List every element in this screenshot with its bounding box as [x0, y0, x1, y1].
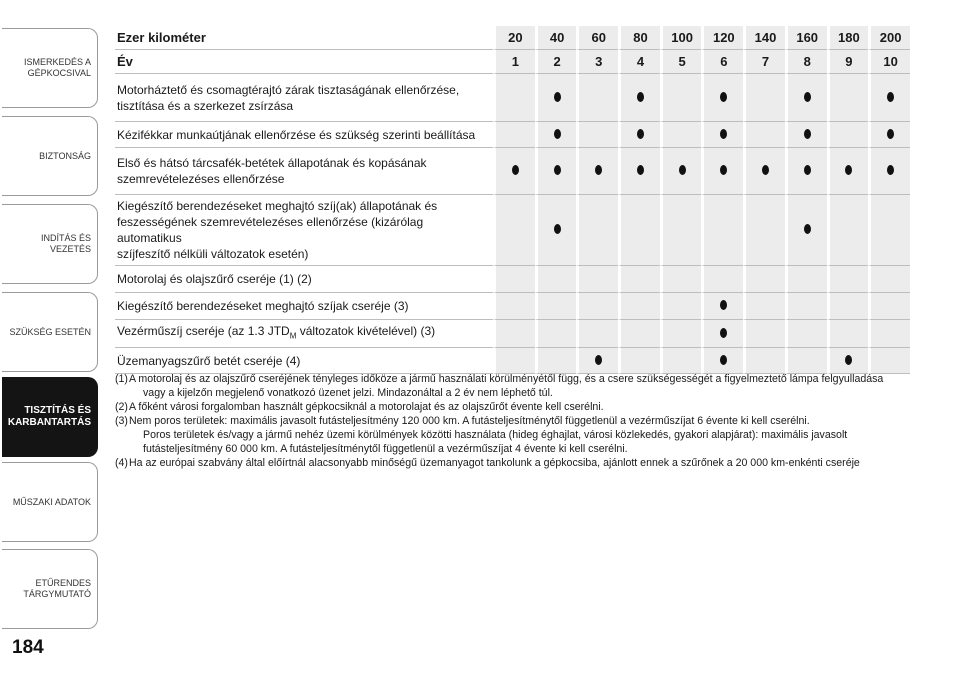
- footnote-line: futásteljesítmény 60 000 km. A futásteljesítménytől függetlenül a vezérműszíjat 4 évente ki kell cserélni.: [143, 443, 628, 455]
- table-row: [115, 148, 910, 195]
- year-value: 7: [743, 50, 785, 74]
- interval-cell: [576, 320, 618, 348]
- tab-biztonsag[interactable]: BIZTONSÁG: [2, 116, 98, 196]
- interval-cell: [576, 293, 618, 320]
- table-row: [115, 320, 910, 348]
- interval-cell: [535, 320, 577, 348]
- maintenance-rows: [115, 74, 910, 374]
- interval-cell: [743, 74, 785, 122]
- interval-cell: [535, 74, 577, 122]
- interval-cell: [785, 148, 827, 195]
- service-dot-icon: [845, 165, 852, 175]
- interval-cell: [660, 148, 702, 195]
- footnote-marker: (2): [115, 401, 128, 413]
- service-dot-icon: [845, 355, 852, 365]
- service-dot-icon: [637, 165, 644, 175]
- table-row: [115, 348, 910, 374]
- interval-cell: [535, 293, 577, 320]
- interval-cell: [493, 74, 535, 122]
- service-dot-icon: [887, 129, 894, 139]
- km-value: 140: [743, 26, 785, 50]
- footnotes: [115, 372, 915, 470]
- interval-cell: [827, 195, 869, 266]
- interval-cell: [701, 320, 743, 348]
- interval-cell: [701, 74, 743, 122]
- interval-cell: [827, 148, 869, 195]
- interval-cell: [660, 320, 702, 348]
- year-header-row: [115, 50, 910, 74]
- interval-cell: [868, 266, 910, 293]
- interval-cell: [576, 195, 618, 266]
- km-value: 60: [576, 26, 618, 50]
- service-dot-icon: [720, 165, 727, 175]
- interval-cell: [868, 74, 910, 122]
- task-description: Kézifékkar munkaútjának ellenőrzése és szükség szerinti beállítása: [115, 122, 493, 148]
- task-text: Vezérműszíj cseréje (az 1.3 JTD: [117, 324, 290, 338]
- km-value: 20: [493, 26, 535, 50]
- km-header-row: [115, 26, 910, 50]
- footnote-text: Ha az európai szabvány által előírtnál alacsonyabb minőségű üzemanyagot tankolunk a gépkocsiba, ajánlott ennek a szűrőnek a 20 000 km-enkénti cseréje: [129, 457, 860, 469]
- interval-cell: [701, 293, 743, 320]
- footnote-2: [115, 400, 915, 414]
- task-description: [115, 320, 493, 348]
- year-value: 1: [493, 50, 535, 74]
- service-dot-icon: [720, 300, 727, 310]
- interval-cell: [785, 293, 827, 320]
- year-label: Év: [115, 50, 493, 74]
- interval-cell: [618, 122, 660, 148]
- interval-cell: [660, 122, 702, 148]
- interval-cell: [743, 348, 785, 374]
- interval-cell: [660, 266, 702, 293]
- task-text: változatok kivételével) (3): [296, 324, 436, 338]
- table-row: [115, 74, 910, 122]
- interval-cell: [576, 266, 618, 293]
- task-description: Kiegészítő berendezéseket meghajtó szíjak cseréje (3): [115, 293, 493, 320]
- table-row: [115, 293, 910, 320]
- service-dot-icon: [804, 129, 811, 139]
- interval-cell: [827, 293, 869, 320]
- footnote-marker: (4): [115, 457, 128, 469]
- interval-cell: [868, 148, 910, 195]
- km-label: Ezer kilométer: [115, 26, 493, 50]
- page-number: 184: [12, 637, 44, 658]
- interval-cell: [618, 348, 660, 374]
- interval-cell: [827, 74, 869, 122]
- interval-cell: [868, 195, 910, 266]
- task-description: Első és hátsó tárcsafék-betétek állapotának és kopásának szemrevételezéses ellenőrzése: [115, 148, 493, 195]
- interval-cell: [701, 148, 743, 195]
- service-dot-icon: [804, 92, 811, 102]
- service-dot-icon: [595, 355, 602, 365]
- interval-cell: [868, 320, 910, 348]
- interval-cell: [535, 266, 577, 293]
- table-row: [115, 266, 910, 293]
- service-dot-icon: [554, 165, 561, 175]
- service-dot-icon: [637, 129, 644, 139]
- service-dot-icon: [554, 129, 561, 139]
- footnote-4: [115, 456, 915, 470]
- interval-cell: [785, 195, 827, 266]
- tab-ismerkedes[interactable]: ISMERKEDÉS A GÉPKOCSIVAL: [2, 28, 98, 108]
- interval-cell: [660, 348, 702, 374]
- footnote-line: vagy a kijelzőn megjelenő vonatkozó üzenet jelzi. Mindazonáltal a 2 év nem léphető túl.: [143, 387, 553, 399]
- service-dot-icon: [720, 92, 727, 102]
- maintenance-table: [115, 26, 910, 374]
- service-dot-icon: [804, 224, 811, 234]
- year-value: 3: [576, 50, 618, 74]
- interval-cell: [618, 266, 660, 293]
- interval-cell: [493, 266, 535, 293]
- interval-cell: [785, 320, 827, 348]
- table-row: [115, 122, 910, 148]
- service-dot-icon: [637, 92, 644, 102]
- interval-cell: [493, 195, 535, 266]
- footnote-text: [129, 414, 915, 456]
- interval-cell: [743, 266, 785, 293]
- interval-cell: [576, 74, 618, 122]
- year-value: 6: [701, 50, 743, 74]
- year-value: 8: [785, 50, 827, 74]
- km-value: 200: [868, 26, 910, 50]
- interval-cell: [868, 122, 910, 148]
- interval-cell: [660, 195, 702, 266]
- interval-cell: [535, 148, 577, 195]
- service-dot-icon: [554, 224, 561, 234]
- service-dot-icon: [720, 328, 727, 338]
- service-dot-icon: [720, 129, 727, 139]
- year-value: 5: [660, 50, 702, 74]
- interval-cell: [701, 266, 743, 293]
- interval-cell: [701, 195, 743, 266]
- tab-muszaki[interactable]: MŰSZAKI ADATOK: [2, 462, 98, 542]
- interval-cell: [827, 266, 869, 293]
- service-dot-icon: [804, 165, 811, 175]
- task-description: Motorolaj és olajszűrő cseréje (1) (2): [115, 266, 493, 293]
- interval-cell: [493, 348, 535, 374]
- year-value: 10: [868, 50, 910, 74]
- footnote-line: A motorolaj és az olajszűrő cseréjének tényleges időköze a jármű használati körülményétől függ, és a csere szükségességét a figyelmeztető lámpa felgyulladása: [129, 373, 884, 385]
- service-dot-icon: [887, 165, 894, 175]
- interval-cell: [743, 195, 785, 266]
- service-dot-icon: [595, 165, 602, 175]
- tab-inditas[interactable]: INDÍTÁS ÉS VEZETÉS: [2, 204, 98, 284]
- service-dot-icon: [554, 92, 561, 102]
- task-description: Üzemanyagszűrő betét cseréje (4): [115, 348, 493, 374]
- interval-cell: [618, 293, 660, 320]
- table-row: [115, 195, 910, 266]
- km-value: 180: [827, 26, 869, 50]
- km-value: 100: [660, 26, 702, 50]
- interval-cell: [827, 320, 869, 348]
- task-subscript: M: [289, 331, 297, 341]
- interval-cell: [785, 348, 827, 374]
- interval-cell: [743, 148, 785, 195]
- service-dot-icon: [887, 92, 894, 102]
- interval-cell: [535, 122, 577, 148]
- interval-cell: [743, 320, 785, 348]
- interval-cell: [618, 74, 660, 122]
- interval-cell: [868, 293, 910, 320]
- footnote-line: Nem poros területek: maximális javasolt futásteljesítmény 120 000 km. A futásteljesítménytől függetlenül a vezérműszíjat 6 évente ki kell cserélni.: [129, 415, 810, 427]
- task-description: Kiegészítő berendezéseket meghajtó szíj(ak) állapotának és feszességének szemrevételezéses ellenőrzése (kizárólag automatikus szíjfeszítő nélküli változatok esetén): [115, 195, 493, 266]
- km-value: 40: [535, 26, 577, 50]
- interval-cell: [785, 122, 827, 148]
- interval-cell: [493, 293, 535, 320]
- interval-cell: [701, 122, 743, 148]
- interval-cell: [576, 148, 618, 195]
- interval-cell: [618, 148, 660, 195]
- interval-cell: [660, 74, 702, 122]
- km-value: 160: [785, 26, 827, 50]
- service-dot-icon: [762, 165, 769, 175]
- service-dot-icon: [512, 165, 519, 175]
- interval-cell: [535, 195, 577, 266]
- km-value: 80: [618, 26, 660, 50]
- interval-cell: [785, 266, 827, 293]
- footnote-3: [115, 414, 915, 456]
- interval-cell: [827, 348, 869, 374]
- interval-cell: [493, 122, 535, 148]
- tab-tisztitas[interactable]: TISZTÍTÁS ÉS KARBANTARTÁS: [2, 377, 98, 457]
- footnote-line: Poros területek és/vagy a jármű nehéz üzemi körülmények közötti használata (hideg éghajlat, városi közlekedés, gyakori alapjárat): maximális javasolt: [143, 429, 848, 441]
- service-dot-icon: [679, 165, 686, 175]
- footnote-text: [129, 372, 915, 400]
- interval-cell: [827, 122, 869, 148]
- interval-cell: [576, 122, 618, 148]
- interval-cell: [743, 122, 785, 148]
- interval-cell: [618, 320, 660, 348]
- interval-cell: [660, 293, 702, 320]
- footnote-marker: (3): [115, 415, 128, 427]
- interval-cell: [701, 348, 743, 374]
- km-value: 120: [701, 26, 743, 50]
- tab-szukseg[interactable]: SZÜKSÉG ESETÉN: [2, 292, 98, 372]
- interval-cell: [493, 320, 535, 348]
- year-value: 4: [618, 50, 660, 74]
- year-value: 2: [535, 50, 577, 74]
- interval-cell: [743, 293, 785, 320]
- footnote-marker: (1): [115, 373, 128, 385]
- interval-cell: [493, 148, 535, 195]
- service-dot-icon: [720, 355, 727, 365]
- interval-cell: [868, 348, 910, 374]
- interval-cell: [576, 348, 618, 374]
- tab-targymutato[interactable]: ETŰRENDES TÁRGYMUTATÓ: [2, 549, 98, 629]
- year-value: 9: [827, 50, 869, 74]
- task-description: Motorháztető és csomagtérajtó zárak tisztaságának ellenőrzése, tisztítása és a szerkezet zsírzása: [115, 74, 493, 122]
- footnote-text: A főként városi forgalomban használt gépkocsiknál a motorolajat és az olajszűrőt évente kell cserélni.: [129, 401, 604, 413]
- interval-cell: [535, 348, 577, 374]
- footnote-1: [115, 372, 915, 400]
- interval-cell: [785, 74, 827, 122]
- interval-cell: [618, 195, 660, 266]
